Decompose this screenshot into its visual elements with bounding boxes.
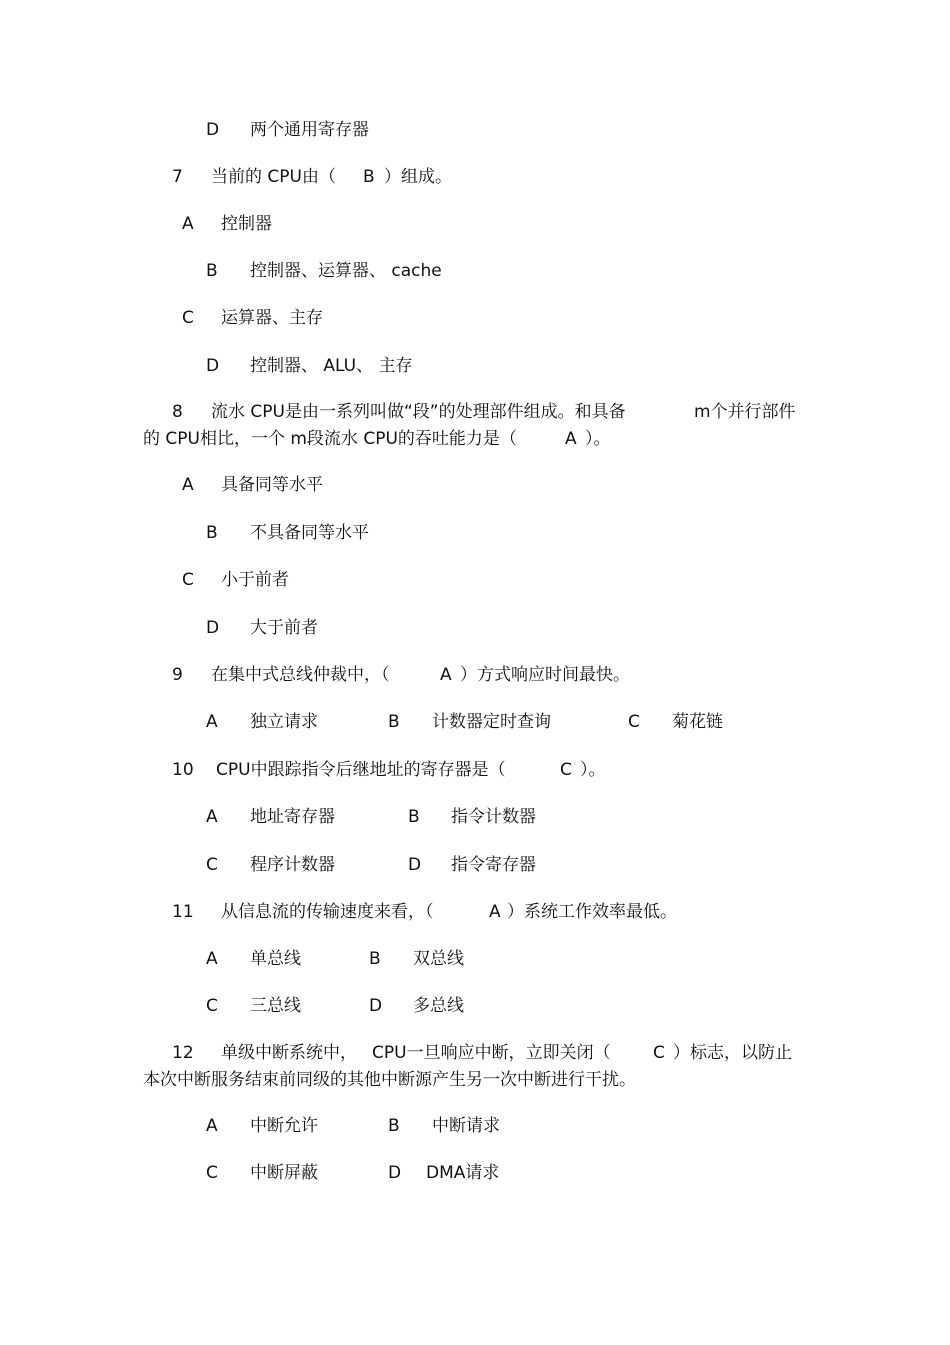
question-stem-end: ）标志，以防止 (673, 1043, 792, 1063)
question-stem: 从信息流的传输速度来看，（ (221, 902, 434, 922)
option-letter-c: C (206, 996, 218, 1016)
option-letter-a: A (206, 807, 218, 827)
question-stem-line2: 的 CPU相比，一个 m段流水 CPU的吞吐能力是（ (143, 429, 517, 449)
option-text-a: 地址寄存器 (250, 807, 335, 827)
question-11 (172, 901, 677, 923)
option-text: 具备同等水平 (221, 475, 323, 495)
q12-options-row-2 (206, 1162, 500, 1184)
option-letter-b: B (388, 1116, 400, 1136)
q8-option-b (206, 522, 369, 544)
question-7 (172, 166, 452, 188)
question-stem: 流水 CPU是由一系列叫做“段”的处理部件组成。和具备 (211, 402, 626, 422)
option-text-b: 指令计数器 (451, 807, 536, 827)
option-text-c: 中断屏蔽 (250, 1163, 318, 1183)
question-number: 8 (172, 402, 183, 422)
q7-option-b (206, 260, 442, 282)
question-number: 9 (172, 665, 183, 685)
question-8-line-2 (143, 428, 611, 450)
option-letter-b: B (369, 949, 381, 969)
option-letter-a: A (206, 1116, 218, 1136)
option-letter-a: A (206, 712, 218, 732)
q11-options-row-2 (206, 995, 464, 1017)
q10-options-row-1 (206, 806, 536, 828)
question-stem: 当前的 CPU由（ (211, 167, 336, 187)
option-letter: D (206, 618, 220, 638)
option-text: 大于前者 (250, 618, 318, 638)
question-number: 7 (172, 167, 183, 187)
option-text: 控制器、运算器、 cache (250, 261, 442, 281)
option-text: 不具备同等水平 (250, 523, 369, 543)
option-text-d: DMA请求 (426, 1163, 500, 1183)
question-8-line-1 (172, 401, 796, 423)
q11-options-row-1 (206, 948, 464, 970)
option-letter-d: D (388, 1163, 402, 1183)
q8-option-d (206, 617, 318, 639)
q6-option-d (206, 119, 369, 141)
question-stem-end: ）系统工作效率最低。 (507, 902, 677, 922)
option-letter: A (182, 475, 194, 495)
option-letter: A (182, 214, 194, 234)
option-text: 运算器、主存 (221, 308, 323, 328)
option-text: 小于前者 (221, 570, 289, 590)
answer: A (489, 902, 501, 922)
answer: A (565, 429, 577, 449)
option-letter-c: C (206, 855, 218, 875)
option-text-c: 程序计数器 (250, 855, 335, 875)
option-letter: B (206, 523, 218, 543)
option-letter: C (182, 570, 194, 590)
option-text-a: 独立请求 (250, 712, 318, 732)
question-stem-cont: m个并行部件 (694, 402, 796, 422)
question-number: 10 (172, 760, 194, 780)
q7-option-a (182, 213, 272, 235)
question-stem-end: ）。 (585, 429, 611, 449)
question-stem-end: ）组成。 (384, 167, 452, 187)
q10-options-row-2 (206, 854, 536, 876)
option-letter: D (206, 120, 220, 140)
option-letter-a: A (206, 949, 218, 969)
q7-option-c (182, 307, 323, 329)
question-number: 11 (172, 902, 194, 922)
option-letter: B (206, 261, 218, 281)
q8-option-a (182, 474, 323, 496)
question-stem-end: ）方式响应时间最快。 (460, 665, 630, 685)
answer: C (653, 1043, 665, 1063)
q12-options-row-1 (206, 1115, 500, 1137)
option-text-d: 多总线 (413, 996, 464, 1016)
option-text-a: 中断允许 (250, 1116, 318, 1136)
option-text-b: 中断请求 (432, 1116, 500, 1136)
question-12-line-2 (143, 1069, 636, 1091)
option-letter-c: C (206, 1163, 218, 1183)
option-letter-c: C (628, 712, 640, 732)
option-letter-d: D (369, 996, 383, 1016)
option-letter: D (206, 356, 220, 376)
question-10 (172, 759, 606, 781)
option-text-c: 菊花链 (672, 712, 723, 732)
answer: A (440, 665, 452, 685)
option-text-d: 指令寄存器 (451, 855, 536, 875)
question-stem: CPU中跟踪指令后继地址的寄存器是（ (216, 760, 506, 780)
option-text-a: 单总线 (250, 949, 301, 969)
option-text-b: 双总线 (413, 949, 464, 969)
question-stem-end: ）。 (580, 760, 606, 780)
question-12-line-1 (172, 1042, 792, 1064)
option-letter-d: D (408, 855, 422, 875)
question-stem-cont: CPU一旦响应中断，立即关闭（ (372, 1043, 611, 1063)
question-stem: 单级中断系统中， (221, 1043, 357, 1063)
answer: B (363, 167, 375, 187)
option-letter-b: B (388, 712, 400, 732)
question-stem: 在集中式总线仲裁中，（ (211, 665, 390, 685)
q7-option-d (206, 355, 413, 377)
option-text: 控制器、 ALU、 主存 (250, 356, 413, 376)
q9-options-row (206, 711, 723, 733)
q8-option-c (182, 569, 289, 591)
option-letter-b: B (408, 807, 420, 827)
option-letter: C (182, 308, 194, 328)
question-stem-line2: 本次中断服务结束前同级的其他中断源产生另一次中断进行干扰。 (143, 1070, 636, 1090)
option-text: 控制器 (221, 214, 272, 234)
answer: C (560, 760, 572, 780)
question-9 (172, 664, 630, 686)
option-text-b: 计数器定时查询 (432, 712, 551, 732)
option-text-c: 三总线 (250, 996, 301, 1016)
question-number: 12 (172, 1043, 194, 1063)
option-text: 两个通用寄存器 (250, 120, 369, 140)
